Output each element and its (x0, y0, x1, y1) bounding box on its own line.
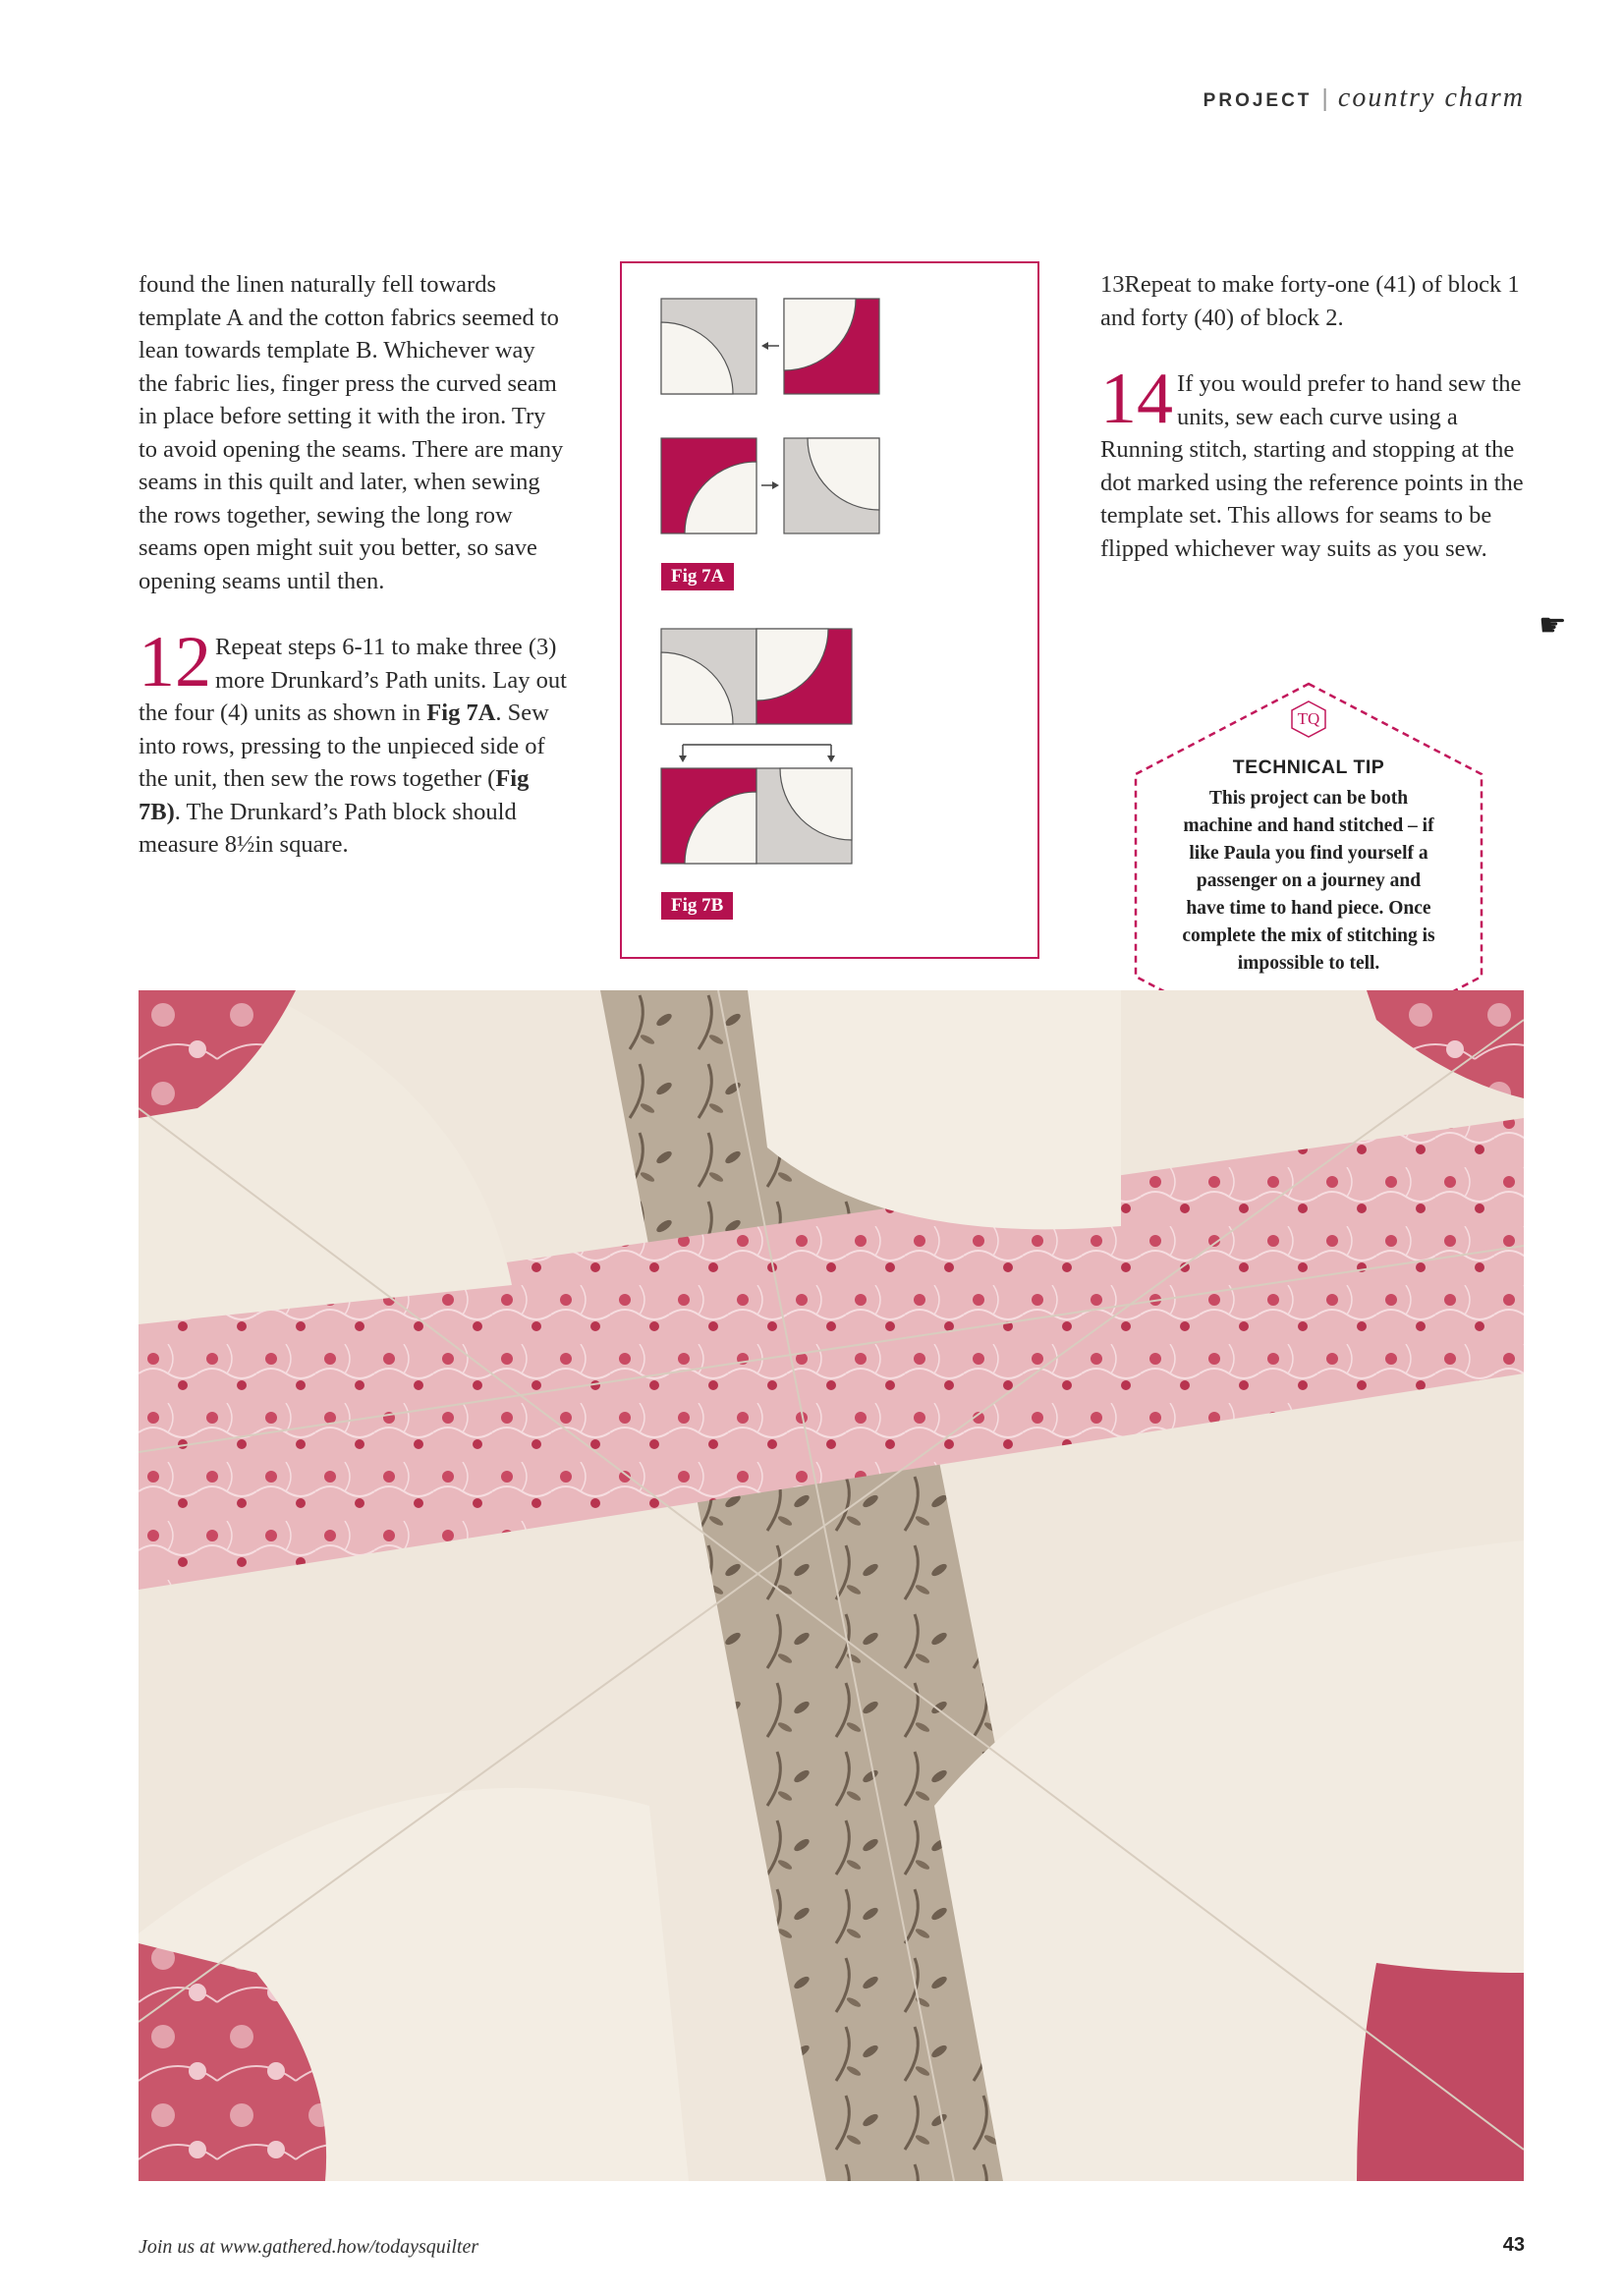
fig7b-unit-grey-1 (661, 629, 756, 724)
header-title: country charm (1337, 83, 1525, 113)
step-text: Repeat to make forty-one (41) of block 1 and forty (40) of block 2. (1100, 271, 1520, 331)
figure-panel (620, 261, 1039, 959)
step-number: 14 (1100, 359, 1173, 439)
header-section: PROJECT (1203, 90, 1313, 111)
right-column (1100, 268, 1533, 565)
fig7b-join-arrows (679, 745, 835, 762)
intro-paragraph: found the linen naturally fell towards template A and the cotton fabrics seemed to lean towards template B. Whichever way the fabric lies, finger press the curved seam in place before setting it with the iron. Try to avoid opening the seams. There are many seams in this quilt and later, when sewing the rows together, sewing the long row seams open might suit you better, so save opening seams until then. (139, 271, 564, 594)
step-13 (1100, 268, 1533, 334)
step-12 (139, 622, 569, 862)
fig-7b-label: Fig 7B (661, 892, 733, 920)
quilt-illustration (139, 990, 1524, 2181)
step-14 (1100, 359, 1533, 565)
fig7b-unit-grey-2 (756, 768, 852, 864)
fig-7a-label: Fig 7A (661, 563, 734, 590)
fig7a-unit-red-1 (784, 299, 879, 394)
tq-badge-icon (1289, 700, 1328, 739)
fig-7b-reference: Fig 7B) (139, 765, 530, 825)
fig7a-unit-grey-2 (784, 438, 879, 533)
fig7b-unit-red-1 (756, 629, 852, 724)
step-text: . The Drunkard’s Path block should measure 8½in square. (139, 798, 517, 858)
step-number: 13 (1100, 271, 1125, 298)
tq-badge-text: TQ (1297, 709, 1320, 728)
fig7a-arrow-right (761, 481, 779, 489)
fig7a-unit-red-2 (661, 438, 756, 533)
page-number: 43 (1502, 2234, 1525, 2256)
figure-diagrams (622, 263, 1037, 957)
fig7a-arrow-left (761, 342, 779, 350)
step-text: If you would prefer to hand sew the units, sew each curve using a Running stitch, starting and stopping at the dot marked using the reference points in the template set. This allows for seams to be flipped whichever way suits as you sew. (1100, 370, 1524, 562)
left-column (139, 268, 569, 862)
page-header (1203, 83, 1525, 114)
fig7a-unit-grey-1 (661, 299, 756, 394)
step-text: Repeat steps 6-11 to make three (3) more Drunkard’s Path units. Lay out the four (4) units as shown in (139, 634, 567, 726)
fig7b-unit-red-2 (661, 768, 756, 864)
tip-body: This project can be both machine and hand stitched – if like Paula you find yourself a passenger on a journey and have time to hand piece. Once complete the mix of stitching is impossible to tell. (1182, 788, 1435, 974)
step-text: . Sew into rows, pressing to the unpieced side of the unit, then sew the rows together ( (139, 700, 549, 792)
step-number: 12 (139, 622, 211, 702)
quilt-photo (139, 990, 1524, 2181)
pointing-hand-icon: ☛ (1539, 606, 1567, 644)
tip-heading: TECHNICAL TIP (1232, 756, 1385, 778)
footer-website: Join us at www.gathered.how/todaysquilter (139, 2236, 479, 2258)
header-separator: | (1321, 84, 1328, 112)
fig-7a-reference: Fig 7A (426, 700, 496, 726)
